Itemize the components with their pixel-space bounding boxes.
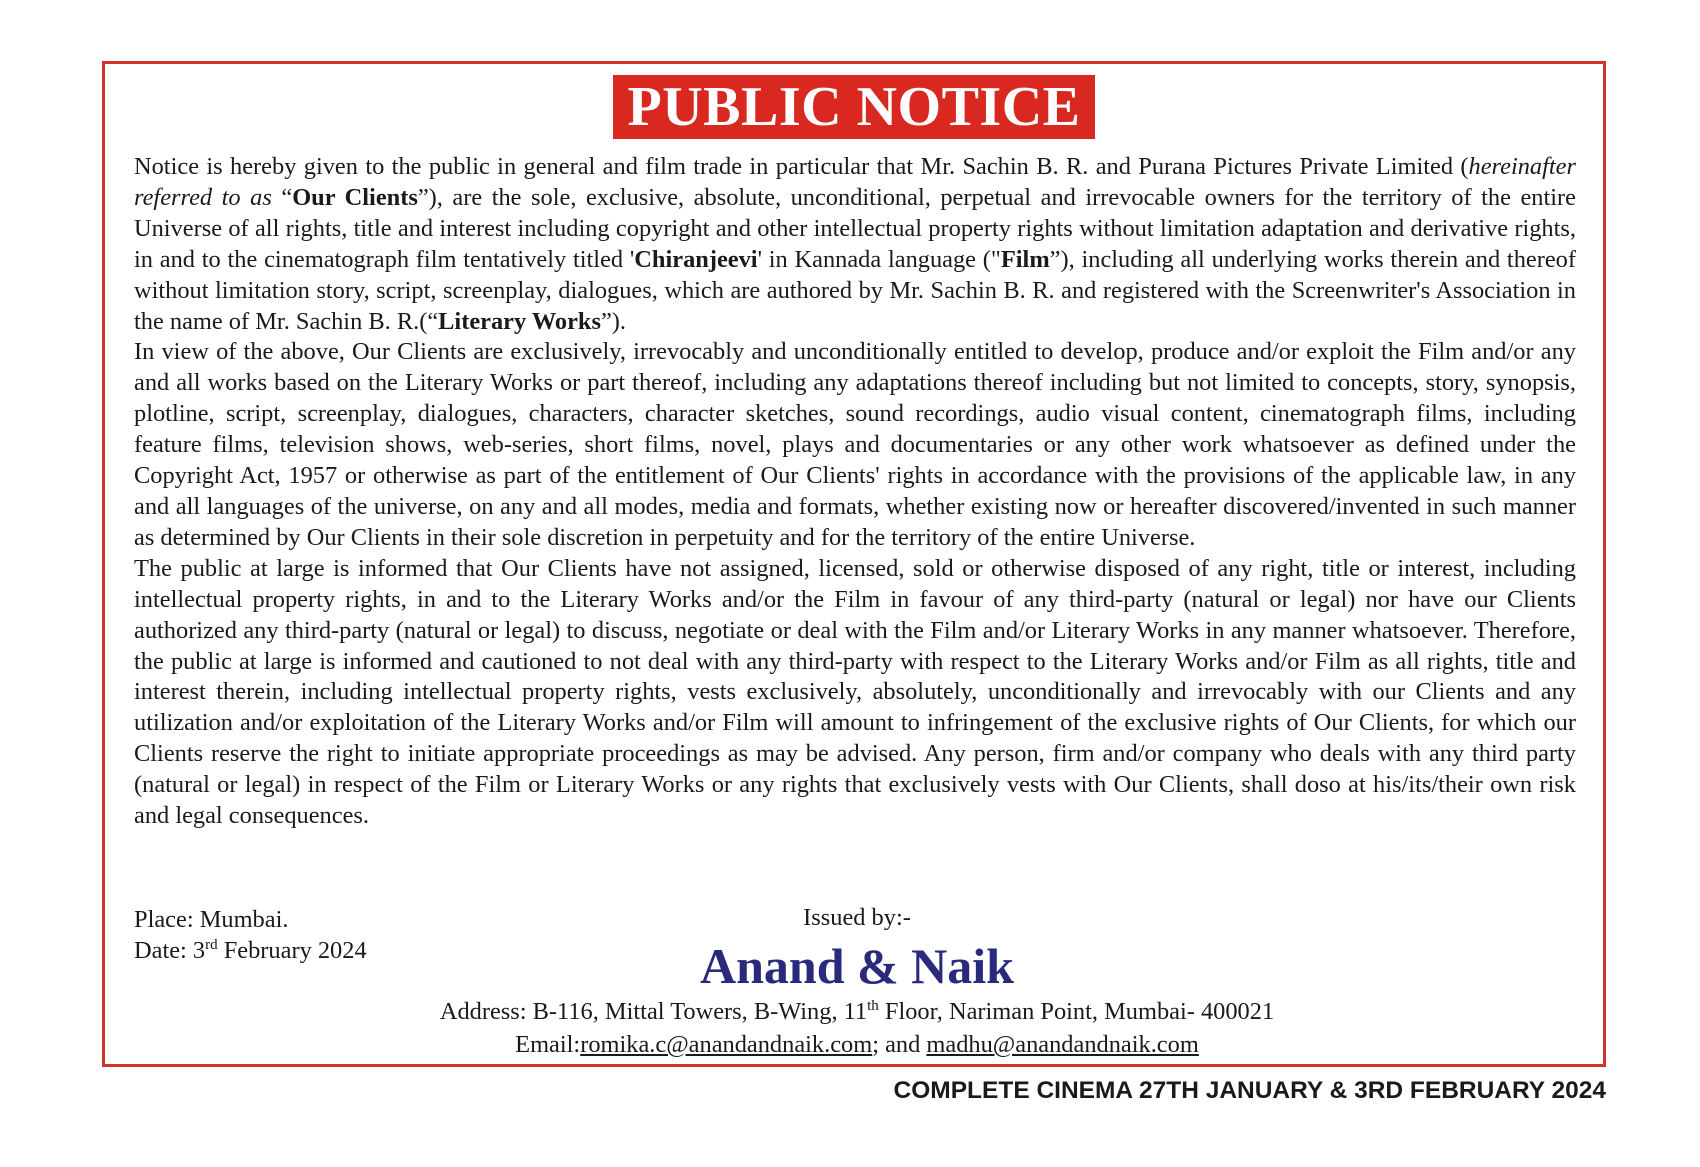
notice-title: PUBLIC NOTICE (613, 75, 1094, 139)
p1-text-7: ' in Kannada language (" (757, 245, 1001, 273)
email-label: Email: (515, 1031, 581, 1058)
email-link-romika[interactable]: romika.c@anandandnaik.com (580, 1031, 873, 1058)
p1-bold-our-clients: Our Clients (292, 183, 418, 211)
notice-paragraph-2: In view of the above, Our Clients are exclusively, irrevocably and unconditionally entitled to develop, produce and/or exploit the Film and/or any and all works based on the Literary Works or part thereof, including any adaptations thereof including but not limited to concepts, story, synopsis, plotline, script, screenplay, dialogues, characters, character sketches, sound recordings, audio visual content, cinematograph films, including feature films, television shows, web-series, short films, novel, plays and documentaries or any other work whatsoever as defined under the Copyright Act, 1957 or otherwise as part of the entitlement of Our Clients' rights in accordance with the provisions of the applicable law, in any and all languages of the universe, on any and all modes, media and formats, whether existing now or hereafter discovered/invented in such manner as determined by Our Clients in their sole discretion in perpetuity and for the territory of the entire Universe. (134, 338, 1576, 551)
email-separator: ; and (872, 1031, 927, 1058)
issuer-name: Anand & Naik (700, 938, 1014, 994)
p1-text-9: ”), including all underlying works therein and thereof without limitation story, script, screenplay, dialogues, which are authored by Mr. Sachin B. R. and registered with the Screenwriter's Association in the name of Mr. Sachin B. R.(“ (134, 245, 1576, 335)
title-wrap (105, 75, 1603, 139)
publication-source-footer: COMPLETE CINEMA 27TH JANUARY & 3RD FEBRUARY 2024 (893, 1077, 1606, 1104)
p1-text-3: “ (271, 183, 293, 211)
p1-bold-film: Film (1000, 245, 1050, 273)
notice-paragraph-3: The public at large is informed that Our Clients have not assigned, licensed, sold or otherwise disposed of any right, title or interest, including intellectual property rights, in and to the Literary Works and/or the Film in favour of any third-party (natural or legal) nor have our Clients authorized any third-party (natural or legal) to discuss, negotiate or deal with the Film and/or Literary Works in any manner whatsoever. Therefore, the public at large is informed and cautioned to not deal with any third-party with respect to the Literary Works and/or Film as all rights, title and interest therein, including intellectual property rights, vests exclusively, absolutely, unconditionally and irrevocably with our Clients and any utilization and/or exploitation of the Literary Works and/or Film will amount to infringement of the exclusive rights of Our Clients, for which our Clients reserve the right to initiate appropriate proceedings as may be advised. Any person, firm and/or company who deals with any third party (natural or legal) in respect of the Film or Literary Works or any rights that exclusively vests with Our Clients, shall doso at his/its/their own risk and legal consequences. (134, 554, 1576, 830)
date-prefix: Date: 3 (134, 937, 206, 964)
date-suffix: February 2024 (217, 937, 367, 964)
issued-by-label: Issued by:- (803, 904, 911, 931)
notice-paragraph-1 (134, 152, 1576, 337)
notice-body (134, 152, 1576, 832)
place-line: Place: Mumbai. (134, 906, 289, 933)
p1-italic-phrase: hereinafter referred to as (134, 153, 1576, 211)
address-line (105, 996, 1609, 1027)
date-superscript: rd (205, 936, 218, 953)
address-superscript: th (867, 997, 879, 1014)
email-link-madhu[interactable]: madhu@anandandnaik.com (926, 1031, 1199, 1058)
p1-bold-film-title: Chiranjeevi (634, 245, 758, 273)
public-notice-frame (102, 61, 1606, 1067)
p1-text-1: Notice is hereby given to the public in general and film trade in particular that Mr. Sachin B. R. and Purana Pictures Private Limited ( (134, 153, 1469, 180)
p1-text-5: ”), are the sole, exclusive, absolute, unconditional, perpetual and irrevocable owners for the territory of the entire Universe of all rights, title and interest including copyright and other intellectual property rights without limitation adaptation and derivative rights, in and to the cinematograph film tentatively titled ' (134, 183, 1576, 273)
address-suffix: Floor, Nariman Point, Mumbai- 400021 (878, 998, 1275, 1025)
p1-bold-literary-works: Literary Works (438, 307, 601, 335)
p1-text-11: ”). (600, 307, 627, 335)
email-line (105, 1029, 1609, 1060)
address-prefix: Address: B-116, Mittal Towers, B-Wing, 11 (439, 998, 868, 1025)
